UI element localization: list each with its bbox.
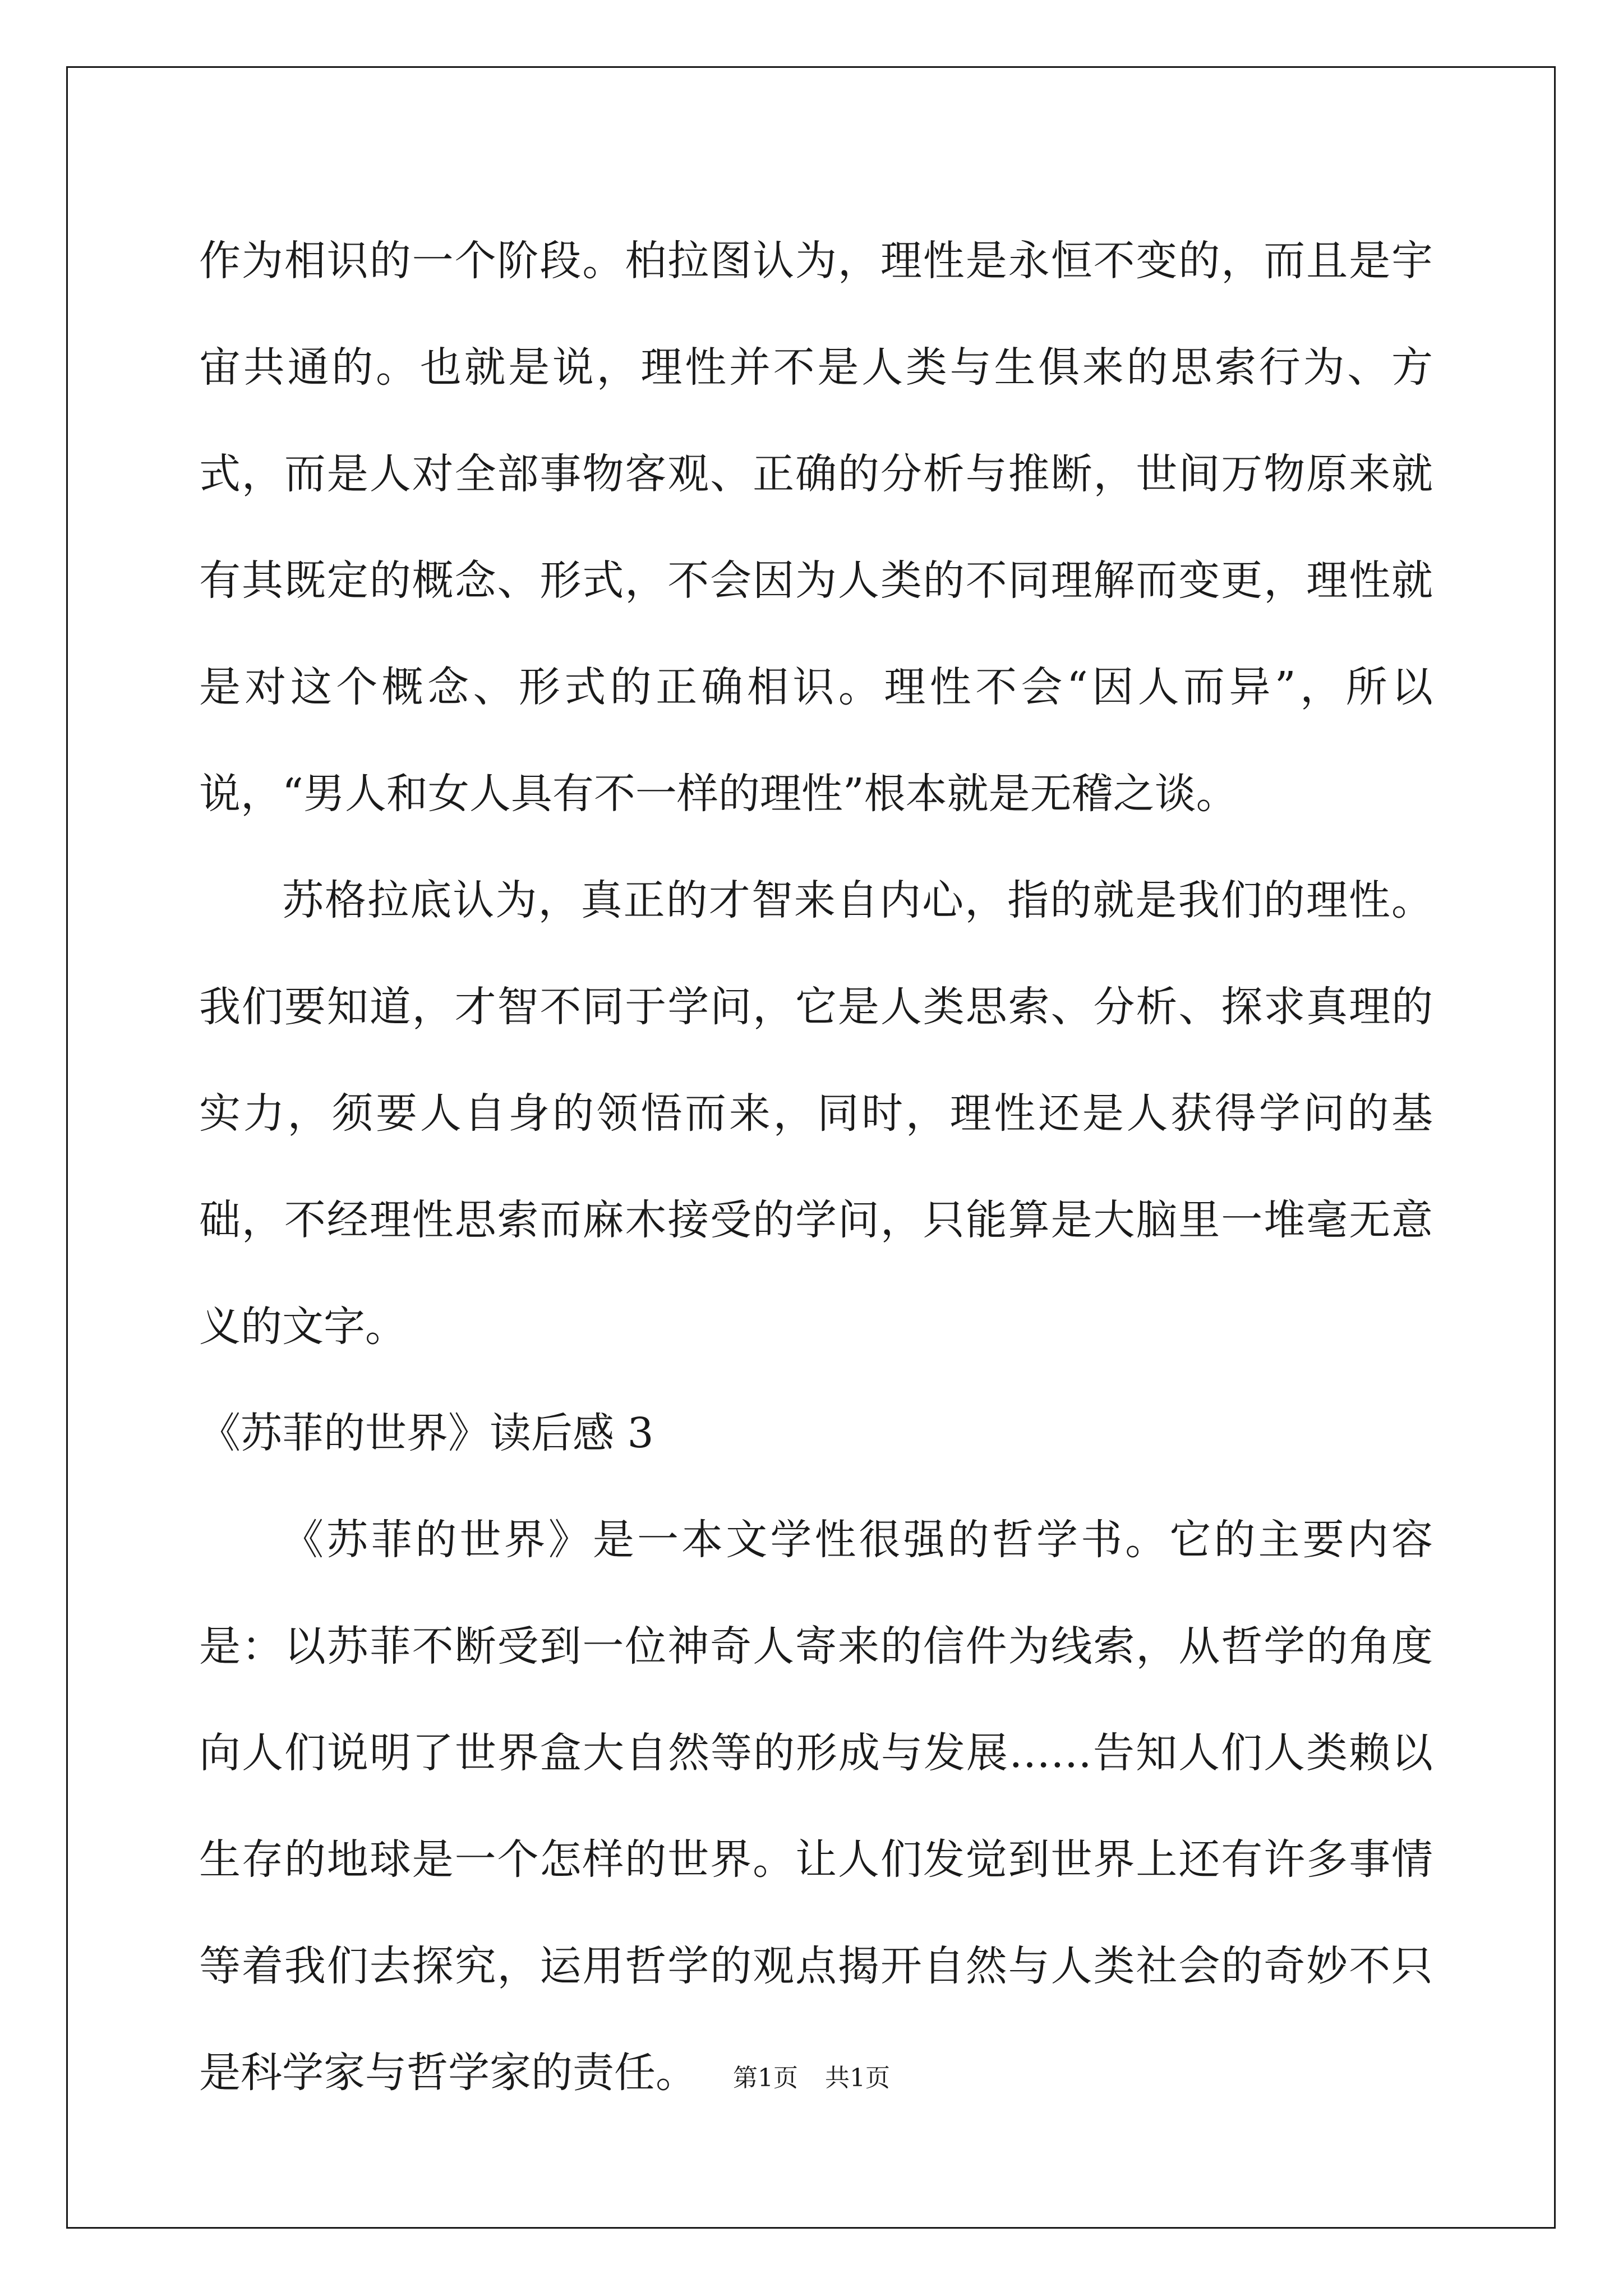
paragraph-sophies-world: 《苏菲的世界》是一本文学性很强的哲学书。它的主要内容是：以苏菲不断受到一位神奇人寄来的信件为线索，从哲学的角度向人们说明了世界盒大自然等的形成与发展……告知人们人类赖以生存的地球是一个怎样的世界。让人们发觉到世界上还有许多事情等着我们去探究，运用哲学的观点揭开自然与人类社会的奇妙不只是科学家与哲学家的责任。 (199, 1516, 1433, 2097)
page-total: 共1页 (825, 2064, 890, 2092)
document-body (199, 208, 1433, 2126)
page-footer (0, 2058, 1623, 2093)
page-number: 第1页 (733, 2064, 798, 2092)
paragraph-socrates-wisdom: 苏格拉底认为，真正的才智来自内心，指的就是我们的理性。我们要知道，才智不同于学问，它是人类思索、分析、探求真理的实力，须要人自身的领悟而来，同时，理性还是人获得学问的基础，不经理性思索而麻木接受的学问，只能算是大脑里一堆毫无意义的文字。 (199, 876, 1433, 1351)
paragraph-plato-reason: 作为相识的一个阶段。柏拉图认为，理性是永恒不变的，而且是宇宙共通的。也就是说，理性并不是人类与生俱来的思索行为、方式，而是人对全部事物客观、正确的分析与推断，世间万物原来就有其既定的概念、形式，不会因为人类的不同理解而变更，理性就是对这个概念、形式的正确相识。理性不会“因人而异”，所以说，“男人和女人具有不一样的理性”根本就是无稽之谈。 (199, 237, 1433, 818)
section-heading: 《苏菲的世界》读后感 3 (199, 1409, 654, 1457)
